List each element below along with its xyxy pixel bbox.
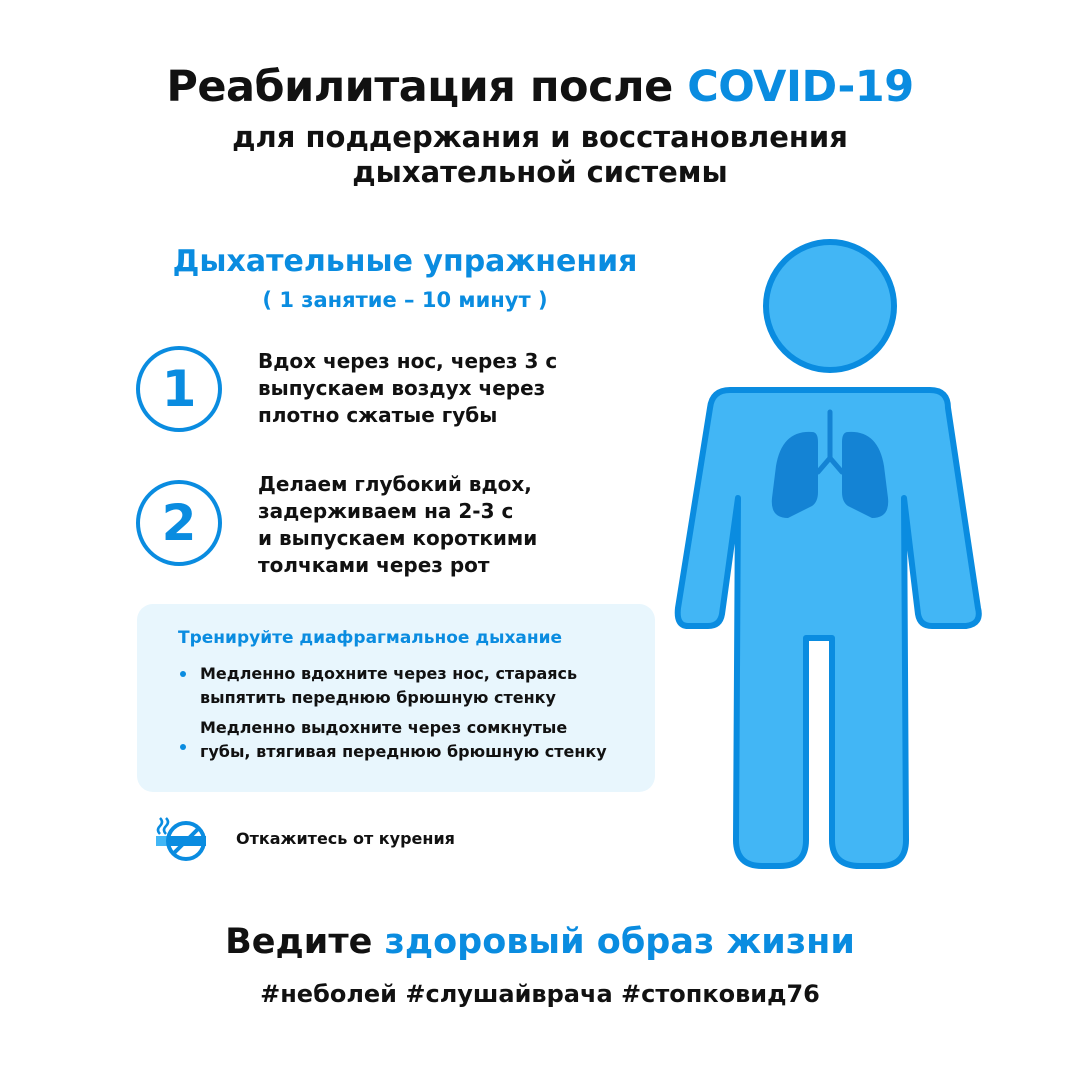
step-line: и выпускаем короткими xyxy=(258,526,538,550)
hashtags: #неболей #слушайврача #стопковид76 xyxy=(260,980,820,1008)
step-line: плотно сжатые губы xyxy=(258,403,498,427)
bullet-line: губы, втягивая переднюю брюшную стенку xyxy=(200,742,607,761)
diaphragm-title: Тренируйте диафрагмальное дыхание xyxy=(178,628,563,648)
section-title: Дыхательные упражнения xyxy=(172,244,638,279)
step-line: Вдох через нос, через 3 с xyxy=(258,349,558,373)
step-text-1 xyxy=(258,348,598,429)
footer-accent: здоровый образ жизни xyxy=(384,922,855,962)
footer-main: Ведите xyxy=(225,922,385,962)
bullet-item-2 xyxy=(200,716,640,764)
step-text-2 xyxy=(258,471,598,579)
title-main: Реабилитация после xyxy=(166,62,688,112)
section-subtitle: ( 1 занятие – 10 минут ) xyxy=(262,288,548,312)
footer-slogan xyxy=(0,922,1080,962)
bullet-line: Медленно выдохните через сомкнутые xyxy=(200,718,568,737)
bullet-item-1 xyxy=(200,662,640,710)
no-smoking-icon xyxy=(152,812,214,862)
no-smoking-text: Откажитесь от курения xyxy=(236,829,455,848)
step-number-1: 1 xyxy=(136,346,222,432)
bullet-line: Медленно вдохните через нос, стараясь xyxy=(200,664,578,683)
page-subtitle xyxy=(0,120,1080,190)
title-accent: COVID-19 xyxy=(687,62,914,112)
step-number-2: 2 xyxy=(136,480,222,566)
bullet-line: выпятить переднюю брюшную стенку xyxy=(200,688,556,707)
page-title xyxy=(0,62,1080,112)
bullet-dot xyxy=(180,744,186,750)
human-body-lungs-icon xyxy=(672,236,988,876)
bullet-dot xyxy=(180,671,186,677)
subtitle-line: дыхательной системы xyxy=(352,155,728,189)
step-line: задерживаем на 2-3 с xyxy=(258,499,514,523)
step-line: Делаем глубокий вдох, xyxy=(258,472,532,496)
step-line: толчками через рот xyxy=(258,553,490,577)
step-line: выпускаем воздух через xyxy=(258,376,546,400)
subtitle-line: для поддержания и восстановления xyxy=(232,120,848,154)
